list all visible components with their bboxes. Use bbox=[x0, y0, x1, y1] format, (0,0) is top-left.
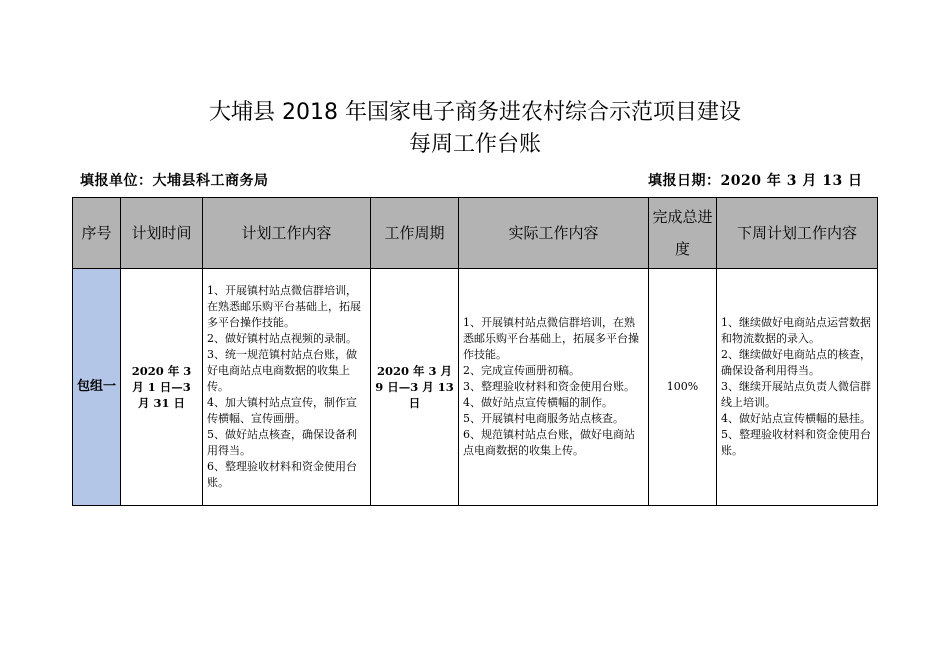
table-row bbox=[73, 269, 878, 506]
plan-item: 5、做好站点核查，确保设备利用得当。 bbox=[207, 428, 357, 457]
next-item: 5、整理验收材料和资金使用台账。 bbox=[721, 428, 871, 457]
next-item: 3、继续开展站点负责人微信群线上培训。 bbox=[721, 380, 871, 409]
plan-content-cell bbox=[203, 269, 371, 506]
next-week-cell bbox=[717, 269, 878, 506]
next-item: 4、做好站点宣传横幅的悬挂。 bbox=[721, 412, 871, 425]
next-item: 1、继续做好电商站点运营数据和物流数据的录入。 bbox=[721, 316, 871, 345]
header-row bbox=[73, 198, 878, 269]
report-unit: 填报单位：大埔县科工商务局 bbox=[80, 173, 269, 189]
plan-item: 3、统一规范镇村站点台账，做好电商站点电商数据的收集上传。 bbox=[207, 348, 357, 393]
progress-cell: 100% bbox=[649, 269, 717, 506]
header-no: 序号 bbox=[73, 198, 121, 269]
actual-item: 1、开展镇村站点微信群培训，在熟悉邮乐购平台基础上，拓展多平台操作技能。 bbox=[463, 316, 639, 361]
period-cell: 2020 年 3 月 9 日—3 月 13 日 bbox=[371, 269, 459, 506]
header-period: 工作周期 bbox=[371, 198, 459, 269]
group-cell: 包组一 bbox=[73, 269, 121, 506]
actual-content-cell bbox=[459, 269, 649, 506]
plan-item: 4、加大镇村站点宣传，制作宣传横幅、宣传画册。 bbox=[207, 396, 357, 425]
actual-item: 3、整理验收材料和资金使用台账。 bbox=[463, 380, 635, 393]
work-ledger-table bbox=[72, 197, 878, 506]
plan-time-cell: 2020 年 3 月 1 日—3 月 31 日 bbox=[121, 269, 203, 506]
actual-item: 6、规范镇村站点台账，做好电商站点电商数据的收集上传。 bbox=[463, 428, 635, 457]
actual-item: 5、开展镇村电商服务站点核查。 bbox=[463, 412, 624, 425]
plan-item: 2、做好镇村站点视频的录制。 bbox=[207, 332, 357, 345]
next-item: 2、继续做好电商站点的核查，确保设备利用得当。 bbox=[721, 348, 871, 377]
actual-item: 4、做好站点宣传横幅的制作。 bbox=[463, 396, 613, 409]
plan-item: 6、整理验收材料和资金使用台账。 bbox=[207, 460, 357, 489]
header-progress: 完成总进度 bbox=[649, 198, 717, 269]
report-date: 填报日期：2020 年 3 月 13 日 bbox=[648, 173, 863, 189]
header-next: 下周计划工作内容 bbox=[717, 198, 878, 269]
doc-title: 大埔县 2018 年国家电子商务进农村综合示范项目建设 bbox=[209, 100, 741, 125]
doc-subtitle: 每周工作台账 bbox=[408, 132, 541, 157]
header-actual: 实际工作内容 bbox=[459, 198, 649, 269]
header-plan-content: 计划工作内容 bbox=[203, 198, 371, 269]
plan-item: 1、开展镇村站点微信群培训，在熟悉邮乐购平台基础上，拓展多平台操作技能。 bbox=[207, 284, 361, 329]
actual-item: 2、完成宣传画册初稿。 bbox=[463, 364, 580, 377]
header-plan-time: 计划时间 bbox=[121, 198, 203, 269]
